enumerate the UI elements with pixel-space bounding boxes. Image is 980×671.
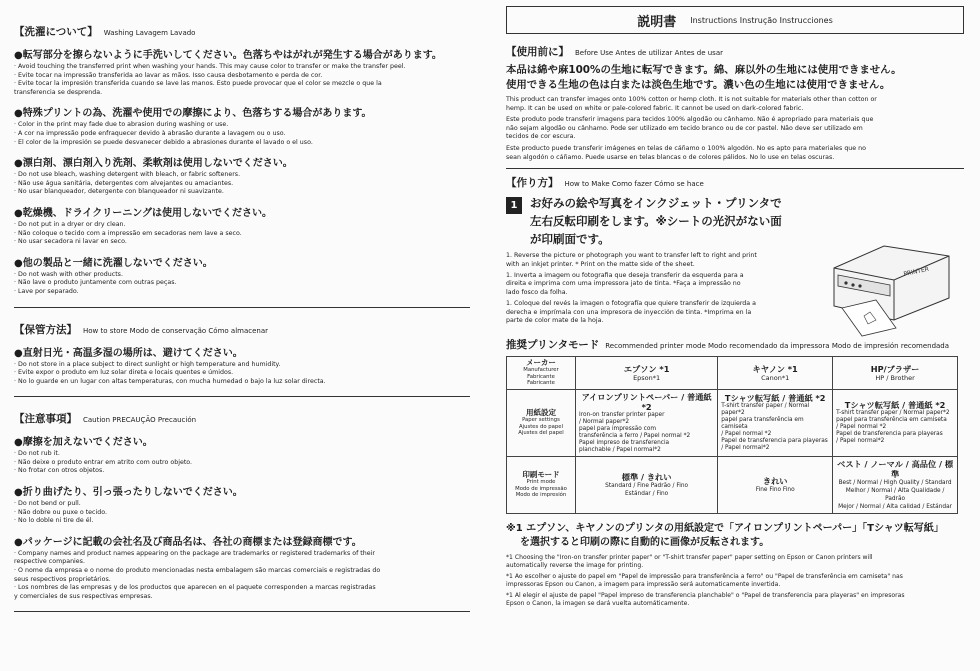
text-line: · No frotar con otros objetos. bbox=[14, 467, 105, 475]
item-lines bbox=[14, 171, 470, 197]
text-line: hemp. It can be used on white or pale-colored fabric. It cannot be used on dark-colored fabric. bbox=[506, 104, 804, 112]
text-line: · Do not store in a place subject to direct sunlight or high temperature and humidity. bbox=[14, 360, 281, 368]
text-line: parte de color mate de la hoja. bbox=[506, 317, 604, 324]
washing-section-title: 【洗濯について】 Washing Lavagem Lavado bbox=[14, 26, 196, 38]
text-line: / Papel normal *2 bbox=[721, 431, 772, 438]
text-line: *1 Al elegir el ajuste de papel "Papel impreso de transferencia planchable" o "Papel de transferencia para playeras" en impresoras bbox=[506, 591, 905, 599]
text-line: papel para transferência em camiseta bbox=[836, 417, 947, 424]
text-line: · Não lave o produto juntamente com outras peças. bbox=[14, 279, 177, 287]
washing-items bbox=[14, 46, 470, 297]
text-line: Iron-on transfer printer paper bbox=[579, 411, 665, 418]
text-line: papel para transferência em camiseta bbox=[721, 417, 804, 431]
item-heading: ●乾燥機、ドライクリーニングは使用しないでください。 bbox=[14, 207, 273, 219]
mode-jp: 標準 / きれい bbox=[621, 471, 672, 482]
text-line: · Do not put in a dryer or dry clean. bbox=[14, 220, 126, 228]
text-line: respective companies. bbox=[14, 558, 85, 566]
text-line: planchable / Papel normal*2 bbox=[579, 446, 661, 453]
text-line: *1 Ao escolher o ajuste do papel em "Papel de impressão para transferência a ferro" ou "Papel de transferência em camiseta" nas bbox=[506, 572, 903, 580]
maker-cell: キヤノン *1 Canon*1 bbox=[718, 357, 833, 390]
paper-jp: アイロンプリントペーパー / 普通紙 *2 bbox=[581, 391, 712, 412]
item-lines bbox=[14, 221, 470, 247]
paper-jp: Tシャツ転写紙 / 普通紙 *2 bbox=[724, 393, 826, 404]
text-line: · Evite expor o produto em luz solar direta e locais quentes e úmidos. bbox=[14, 369, 234, 377]
svg-text:PRINTER: PRINTER bbox=[902, 265, 930, 278]
text-line: *1 Choosing the "Iron-on transfer printer paper" or "T-shirt transfer paper" paper setting on Epson or Canon printers will bbox=[506, 553, 873, 561]
text-line: Papel de transferencia para playeras bbox=[721, 438, 828, 445]
text-line: / Papel normal*2 bbox=[836, 438, 885, 445]
text-line: Best / Normal / High Quality / Standard bbox=[838, 479, 952, 486]
text-line: Este produto pode transferir imagens para tecidos 100% algodão ou cânhamo. Não é apropriado para materiais que bbox=[506, 116, 874, 124]
footnote-text bbox=[506, 554, 964, 608]
storage-section-title: 【保管方法】 How to store Modo de conservação Cómo almacenar bbox=[14, 323, 269, 336]
recommended-mode-table bbox=[506, 356, 958, 514]
text-line: · Avoid touching the transferred print when washing your hands. This may cause color to transfer or make the transfer peel. bbox=[14, 63, 406, 70]
text-line: transferencia se desprenda. bbox=[14, 88, 103, 96]
text-line: Papel de transferencia para playeras bbox=[836, 431, 943, 438]
text-line: T-shirt transfer paper / Normal paper*2 bbox=[721, 403, 810, 417]
text-line: · No lo doble ni tire de él. bbox=[14, 517, 94, 525]
text-line: · No usar blanqueador, detergente con blanqueador ni suavizante. bbox=[14, 188, 224, 196]
text-line: 1. Inverta a imagem ou fotografia que deseja transferir da esquerda para a bbox=[506, 271, 744, 279]
text-line: · Color in the print may fade due to abrasion during washing or use. bbox=[14, 121, 229, 129]
text-line: · Do not use bleach, washing detergent with bleach, or fabric softeners. bbox=[14, 171, 241, 179]
right-column bbox=[506, 0, 964, 608]
mode-cell bbox=[833, 456, 958, 513]
text-line: automatically reverse the image for printing. bbox=[506, 561, 644, 569]
mode-cell bbox=[576, 456, 718, 513]
footnote-jp: ※1 エプソン、キヤノンのプリンタの用紙設定で「アイロンプリントペーパー」「Tシャツ転写紙」 を選択すると印刷の際に自動的に画像が反転されます。 bbox=[506, 522, 944, 548]
text-line: / Normal paper*2 bbox=[579, 418, 630, 425]
left-column bbox=[14, 0, 470, 618]
text-line: · Do not wash with other products. bbox=[14, 270, 123, 278]
mode-jp: きれい bbox=[762, 475, 788, 486]
storage-items bbox=[14, 344, 470, 387]
text-line: · El color de la impresión se puede desvanecer debido a abrasiones durante el lavado o el uso. bbox=[14, 138, 313, 146]
text-line: Estándar / Fino bbox=[625, 490, 669, 497]
text-line: sean algodón o cáñamo. Puede usarse en telas blancas o de colores pálidos. No lo use en telas oscuras. bbox=[506, 153, 835, 161]
text-line: Papel impreso de transferencia bbox=[579, 439, 670, 446]
text-line: Melhor / Normal / Alta Qualidade / Padrão bbox=[845, 487, 945, 502]
paper-jp: Tシャツ転写紙 / 普通紙 *2 bbox=[844, 400, 946, 411]
text-line: impressoras Epson ou Canon, a imagem para impressão será automaticamente invertida. bbox=[506, 580, 781, 588]
item-heading: ●摩擦を加えないでください。 bbox=[14, 437, 153, 449]
divider bbox=[14, 307, 470, 308]
text-line: · Não coloque o tecido com a impressão em secadoras nem lave a seco. bbox=[14, 229, 242, 237]
paper-cell bbox=[576, 389, 718, 456]
text-line: · Do not rub it. bbox=[14, 450, 60, 458]
text-line: 1. Reverse the picture or photograph you want to transfer left to right and print bbox=[506, 252, 757, 260]
text-line: / Papel normal *2 bbox=[836, 424, 887, 431]
text-line: · A cor na impressão pode enfraquecer devido à abrasão durante a lavagem ou o uso. bbox=[14, 129, 286, 137]
document-title bbox=[506, 6, 964, 34]
text-line: lado fosco da folha. bbox=[506, 288, 568, 296]
text-line: direita e imprima com uma impressora jato de tinta. *Faça a impressão no bbox=[506, 280, 741, 288]
maker-cell: HP/ブラザー HP / Brother bbox=[833, 357, 958, 390]
text-line: derecha e imprímala con una impresora de inyección de tinta. *Imprima en la bbox=[506, 308, 752, 316]
recommended-mode-title: 推奨プリンタモード Recommended printer mode Modo recomendado da impressora Modo de impresión recomendada bbox=[506, 339, 950, 352]
caution-section-title: 【注意事項】 Caution PRECAUÇÃO Precaución bbox=[14, 413, 197, 426]
text-line: · Não dobre ou puxe o tecido. bbox=[14, 508, 107, 516]
text-line: / Papel normal*2 bbox=[721, 445, 770, 452]
divider bbox=[14, 396, 470, 397]
text-line: seus respectivos proprietários. bbox=[14, 575, 111, 583]
item-heading: ●直射日光・高温多湿の場所は、避けてください。 bbox=[14, 347, 243, 359]
paper-cell bbox=[718, 389, 833, 456]
item-heading: ●特殊プリントの為、洗濯や使用での摩擦により、色落ちする場合があります。 bbox=[14, 108, 372, 120]
item-heading: ●転写部分を擦らないように手洗いしてください。色落ちやはがれが発生する場合があります。 bbox=[14, 50, 442, 61]
divider bbox=[506, 168, 964, 169]
text-line: · Não use água sanitária, detergentes com alvejantes ou amaciantes. bbox=[14, 179, 234, 187]
mode-header: 印刷モード Print mode Modo de impressão Modo de impresión bbox=[507, 456, 576, 513]
text-line: transferência a ferro / Papel normal *2 bbox=[579, 432, 691, 439]
maker-header: メーカー Manufacturer Fabricante Fabricante bbox=[507, 357, 576, 390]
text-line: · O nome da empresa e o nome do produto mencionadas nesta embalagem são marcas comerciais e registradas do bbox=[14, 567, 381, 575]
text-line: tecidos de cor escura. bbox=[506, 133, 576, 141]
step-1-text bbox=[506, 252, 816, 325]
text-line: y comerciales de sus respectivas empresas. bbox=[14, 592, 153, 600]
text-line: · Do not bend or pull. bbox=[14, 500, 81, 508]
before-use-jp: 本品は綿や麻100%の生地に転写できます。綿、麻以外の生地には使用できません。 使用できる生地の色は白または淡色生地です。濃い色の生地には使用できません。 bbox=[506, 64, 902, 91]
item-lines bbox=[14, 361, 470, 387]
item-heading: ●パッケージに記載の会社名及び商品名は、各社の商標または登録商標です。 bbox=[14, 536, 362, 548]
text-line: Este producto puede transferir imágenes en telas de cáñamo o 100% algodón. No es apto para materiales que no bbox=[506, 144, 867, 152]
item-lines bbox=[14, 121, 470, 147]
text-line: Fine Fino Fino bbox=[755, 486, 795, 493]
item-heading: ●漂白剤、漂白剤入り洗剤、柔軟剤は使用しないでください。 bbox=[14, 158, 293, 170]
text-line: with an inkjet printer. * Print on the matte side of the sheet. bbox=[506, 260, 695, 268]
step-number: 1 bbox=[506, 197, 522, 214]
item-lines bbox=[14, 550, 470, 602]
text-line: · Evite tocar la impresión transferida cuando se lave las manos. Esto puede provocar que el color se mezcle o que la bbox=[14, 80, 382, 88]
paper-cell bbox=[833, 389, 958, 456]
text-line: não sejam algodão ou cânhamo. Pode ser utilizado em tecido branco ou de cor pastel. Não deve ser utilizado em bbox=[506, 124, 863, 132]
printer-illustration-icon bbox=[824, 228, 954, 338]
text-line: papel para impressão com bbox=[579, 425, 657, 432]
text-line: T-shirt transfer paper / Normal paper*2 bbox=[836, 410, 950, 417]
item-heading: ●折り曲げたり、引っ張ったりしないでください。 bbox=[14, 487, 243, 499]
text-line: · Lave por separado. bbox=[14, 287, 79, 295]
mode-jp: ベスト / ノーマル / 高品位 / 標準 bbox=[837, 458, 954, 479]
item-heading: ●他の製品と一緒に洗濯しないでください。 bbox=[14, 257, 213, 269]
text-line: · Company names and product names appearing on the package are trademarks or registered trademarks of their bbox=[14, 549, 375, 557]
table-row bbox=[507, 357, 958, 390]
text-line: 1. Coloque del revés la imagen o fotografía que quiere transferir de izquierda a bbox=[506, 300, 757, 308]
text-line: · Não deixe o produto entrar em atrito com outro objeto. bbox=[14, 458, 193, 466]
text-line: Epson o Canon, la imagen se dará vuelta automáticamente. bbox=[506, 599, 690, 607]
mode-cell bbox=[718, 456, 833, 513]
divider bbox=[14, 611, 470, 612]
before-use-text bbox=[506, 96, 964, 162]
before-use-section-title: 【使用前に】 Before Use Antes de utilizar Antes de usar bbox=[506, 46, 723, 58]
item-lines bbox=[14, 63, 470, 97]
item-lines bbox=[14, 271, 470, 297]
table-row bbox=[507, 389, 958, 456]
text-line: · Evite tocar na impressão transferida ao lavar as mãos. Isso causa desbotamento e perda de cor. bbox=[14, 71, 323, 79]
text-line: This product can transfer images onto 100% cotton or hemp cloth. It is not suitable for materials other than cotton or bbox=[506, 96, 877, 103]
title-translations: Instructions Instrução Instrucciones bbox=[690, 15, 833, 25]
text-line: · No lo guarde en un lugar con altas temperaturas, con mucha humedad o bajo la luz solar directa. bbox=[14, 377, 326, 385]
paper-header: 用紙設定 Paper settings Ajustes do papel Ajustes del papel bbox=[507, 389, 576, 456]
text-line: Mejor / Normal / Alta calidad / Estándar bbox=[838, 503, 953, 510]
item-lines bbox=[14, 450, 470, 476]
table-row bbox=[507, 456, 958, 513]
maker-cell: エプソン *1 Epson*1 bbox=[576, 357, 718, 390]
how-to-section-title: 【作り方】 How to Make Como fazer Cómo se hace bbox=[506, 177, 704, 190]
text-line: · Los nombres de las empresas y de los productos que aparecen en el paquete corresponden a marcas registradas bbox=[14, 584, 376, 592]
step-1-jp: お好みの絵や写真をインクジェット・プリンタで 左右反転印刷をします。※シートの光沢がない面 が印刷面です。 bbox=[530, 196, 782, 247]
caution-items bbox=[14, 433, 470, 601]
text-line: · No usar secadora ni lavar en seco. bbox=[14, 238, 127, 246]
text-line: Standard / Fine Padrão / Fino bbox=[605, 482, 689, 489]
item-lines bbox=[14, 500, 470, 526]
title-jp: 説明書 bbox=[637, 14, 677, 30]
